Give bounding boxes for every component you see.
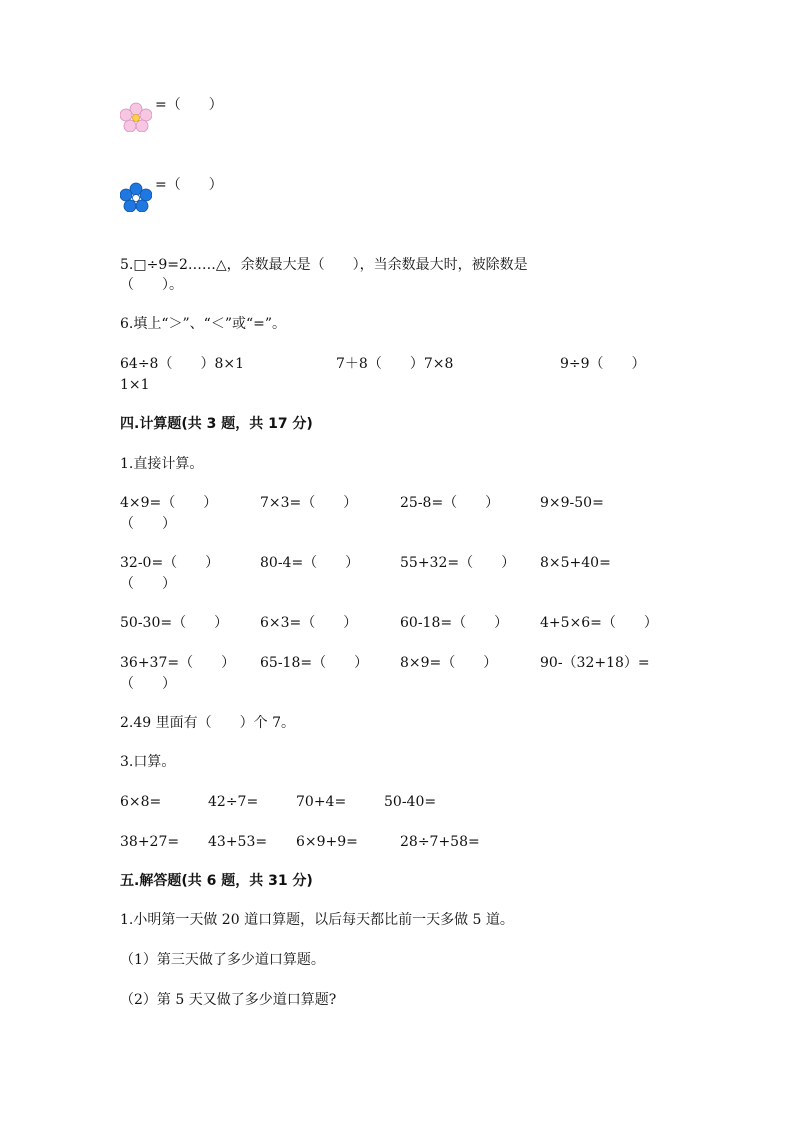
calc-item: 8×5+40=	[540, 555, 611, 571]
comparison-item: 7＋8（ ）7×8	[336, 356, 454, 372]
oral-item: 38+27=	[120, 834, 180, 850]
calc-item: 4+5×6=（ ）	[540, 615, 658, 631]
pink-flower-icon	[120, 102, 152, 132]
section-4-q3-title: 3.口算。	[120, 754, 176, 770]
section-5-sub2: （2）第 5 天又做了多少道口算题?	[120, 992, 337, 1008]
calc-item-wrap: （ ）	[120, 676, 176, 692]
section-4-q2: 2.49 里面有（ ）个 7。	[120, 715, 295, 731]
calc-item: 9×9-50=	[540, 495, 604, 511]
calc-item: 65-18=（ ）	[260, 655, 369, 671]
calc-item: 8×9=（ ）	[400, 655, 498, 671]
calc-item: 25-8=（ ）	[400, 495, 500, 511]
question-5-line-1: 5.□÷9=2……△，余数最大是（ ），当余数最大时，被除数是	[120, 257, 528, 273]
calc-item: 6×3=（ ）	[260, 615, 358, 631]
oral-item: 6×9+9=	[296, 834, 358, 850]
calc-item-wrap: （ ）	[120, 576, 176, 592]
question-6-title: 6.填上“＞”、“＜”或“=”。	[120, 316, 287, 332]
calc-item: 7×3=（ ）	[260, 495, 358, 511]
oral-item: 42÷7=	[208, 794, 259, 810]
calc-item: 90-（32+18）=	[540, 655, 650, 671]
calc-item: 80-4=（ ）	[260, 555, 360, 571]
calc-item: 50-30=（ ）	[120, 615, 229, 631]
calc-item: 60-18=（ ）	[400, 615, 509, 631]
blue-flower-icon	[120, 182, 152, 212]
comparison-item: 9÷9（ ）	[560, 356, 646, 372]
flower-equation: =（ ）	[155, 177, 223, 193]
calc-item: 4×9=（ ）	[120, 495, 218, 511]
comparison-item-wrap: 1×1	[120, 377, 150, 393]
section-5-sub1: （1）第三天做了多少道口算题。	[120, 952, 325, 968]
calc-item: 55+32=（ ）	[400, 555, 516, 571]
comparison-item: 64÷8（ ）8×1	[120, 356, 244, 372]
oral-item: 70+4=	[296, 794, 347, 810]
oral-item: 50-40=	[384, 794, 437, 810]
section-4-heading: 四.计算题(共 3 题，共 17 分)	[120, 416, 313, 432]
section-5-q1: 1.小明第一天做 20 道口算题，以后每天都比前一天多做 5 道。	[120, 912, 514, 928]
section-4-q1-title: 1.直接计算。	[120, 456, 204, 472]
section-5-heading: 五.解答题(共 6 题，共 31 分)	[120, 873, 313, 889]
oral-item: 6×8=	[120, 794, 162, 810]
calc-item: 32-0=（ ）	[120, 555, 220, 571]
calc-item: 36+37=（ ）	[120, 655, 236, 671]
question-5-line-2: （ ）。	[120, 277, 183, 293]
oral-item: 28÷7+58=	[400, 834, 480, 850]
calc-item-wrap: （ ）	[120, 516, 176, 532]
flower-equation: =（ ）	[155, 97, 223, 113]
oral-item: 43+53=	[208, 834, 268, 850]
